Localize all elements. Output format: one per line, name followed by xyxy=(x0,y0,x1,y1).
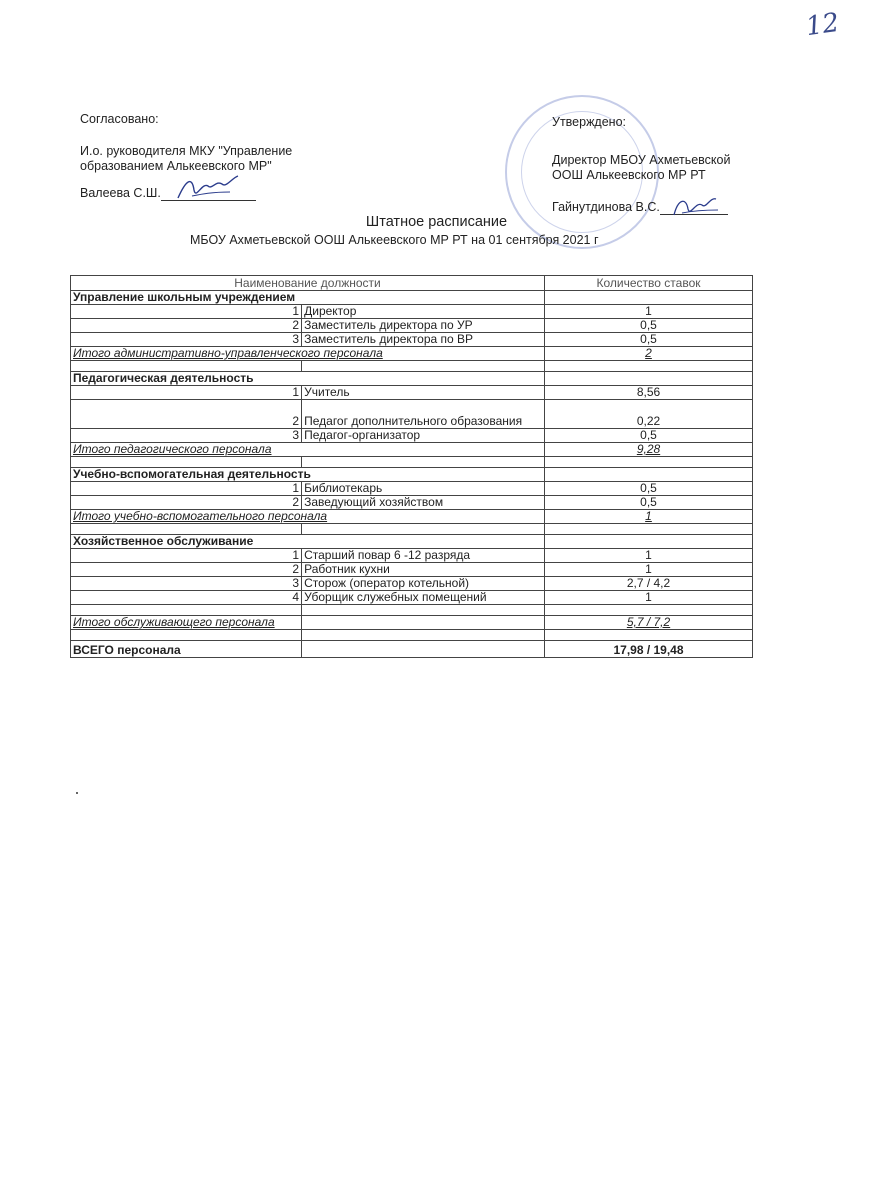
row-count: 1 xyxy=(545,549,753,563)
row-position: Учитель xyxy=(302,386,545,400)
total-label: Итого административно-управленческого персонала xyxy=(71,347,545,361)
row-count: 0,5 xyxy=(545,429,753,443)
agreed-signature-icon xyxy=(172,172,252,206)
spacer-row xyxy=(71,361,753,372)
table-header-row xyxy=(71,276,753,291)
section-total-row xyxy=(71,616,753,630)
row-position: Сторож (оператор котельной) xyxy=(302,577,545,591)
total-value: 5,7 / 7,2 xyxy=(545,616,753,630)
row-number: 3 xyxy=(71,429,302,443)
total-label: Итого педагогического персонала xyxy=(71,443,545,457)
table-row xyxy=(71,496,753,510)
total-value: 9,28 xyxy=(545,443,753,457)
section-row xyxy=(71,291,753,305)
section-title: Учебно-вспомогательная деятельность xyxy=(71,468,545,482)
header-position: Наименование должности xyxy=(71,276,545,291)
row-count: 0,5 xyxy=(545,333,753,347)
total-label: Итого учебно-вспомогательного персонала xyxy=(71,510,545,524)
total-value: 2 xyxy=(545,347,753,361)
table-row xyxy=(71,577,753,591)
approved-label: Утверждено: xyxy=(552,115,627,129)
scan-speck xyxy=(76,792,78,794)
row-count: 2,7 / 4,2 xyxy=(545,577,753,591)
section-total-row xyxy=(71,510,753,524)
table-row xyxy=(71,386,753,400)
row-number: 1 xyxy=(71,549,302,563)
row-position: Педагог-организатор xyxy=(302,429,545,443)
row-number: 1 xyxy=(71,482,302,496)
approved-position-line2: ООШ Алькеевского МР РТ xyxy=(552,168,706,182)
section-row xyxy=(71,535,753,549)
document-subtitle: МБОУ Ахметьевской ООШ Алькеевского МР РТ на 01 сентября 2021 г xyxy=(190,233,599,247)
section-title: Управление школьным учреждением xyxy=(71,291,545,305)
row-position: Работник кухни xyxy=(302,563,545,577)
grand-total-value: 17,98 / 19,48 xyxy=(545,641,753,658)
table-row xyxy=(71,333,753,347)
table-row xyxy=(71,305,753,319)
agreed-signer: Валеева С.Ш. xyxy=(80,186,161,200)
section-total-row xyxy=(71,347,753,361)
table-row xyxy=(71,591,753,605)
spacer-row xyxy=(71,630,753,641)
row-position: Старший повар 6 -12 разряда xyxy=(302,549,545,563)
grand-total-label: ВСЕГО персонала xyxy=(71,641,302,658)
row-number: 2 xyxy=(71,496,302,510)
row-count: 1 xyxy=(545,591,753,605)
table-row xyxy=(71,400,753,429)
agreed-position-line2: образованием Алькеевского МР" xyxy=(80,159,272,173)
spacer-row xyxy=(71,457,753,468)
section-row xyxy=(71,468,753,482)
table-row xyxy=(71,319,753,333)
row-position: Заместитель директора по ВР xyxy=(302,333,545,347)
row-number: 2 xyxy=(71,400,302,429)
row-number: 1 xyxy=(71,386,302,400)
staff-table xyxy=(70,275,753,658)
section-title: Педагогическая деятельность xyxy=(71,372,545,386)
table-row xyxy=(71,429,753,443)
section-total-row xyxy=(71,443,753,457)
spacer-row xyxy=(71,524,753,535)
row-count: 0,22 xyxy=(545,400,753,429)
row-position: Директор xyxy=(302,305,545,319)
table-row xyxy=(71,563,753,577)
approved-position-line1: Директор МБОУ Ахметьевской xyxy=(552,153,731,167)
agreed-position-line1: И.о. руководителя МКУ "Управление xyxy=(80,144,293,158)
row-count: 0,5 xyxy=(545,482,753,496)
row-number: 2 xyxy=(71,563,302,577)
row-position: Заведующий хозяйством xyxy=(302,496,545,510)
section-row xyxy=(71,372,753,386)
section-title: Хозяйственное обслуживание xyxy=(71,535,545,549)
page-number: 12 xyxy=(804,7,842,43)
table-row xyxy=(71,549,753,563)
agreed-label: Согласовано: xyxy=(80,112,159,126)
row-position: Заместитель директора по УР xyxy=(302,319,545,333)
row-count: 0,5 xyxy=(545,319,753,333)
grand-total-row xyxy=(71,641,753,658)
row-number: 4 xyxy=(71,591,302,605)
row-number: 3 xyxy=(71,333,302,347)
approved-signer: Гайнутдинова В.С. xyxy=(552,200,660,214)
document-title: Штатное расписание xyxy=(365,214,508,230)
row-count: 1 xyxy=(545,305,753,319)
row-number: 2 xyxy=(71,319,302,333)
total-value: 1 xyxy=(545,510,753,524)
row-number: 1 xyxy=(71,305,302,319)
spacer-row xyxy=(71,605,753,616)
header-count: Количество ставок xyxy=(545,276,753,291)
row-count: 8,56 xyxy=(545,386,753,400)
row-number: 3 xyxy=(71,577,302,591)
row-count: 1 xyxy=(545,563,753,577)
row-position: Педагог дополнительного образования xyxy=(302,400,545,429)
table-row xyxy=(71,482,753,496)
row-position: Уборщик служебных помещений xyxy=(302,591,545,605)
total-label: Итого обслуживающего персонала xyxy=(71,616,302,630)
row-count: 0,5 xyxy=(545,496,753,510)
row-position: Библиотекарь xyxy=(302,482,545,496)
